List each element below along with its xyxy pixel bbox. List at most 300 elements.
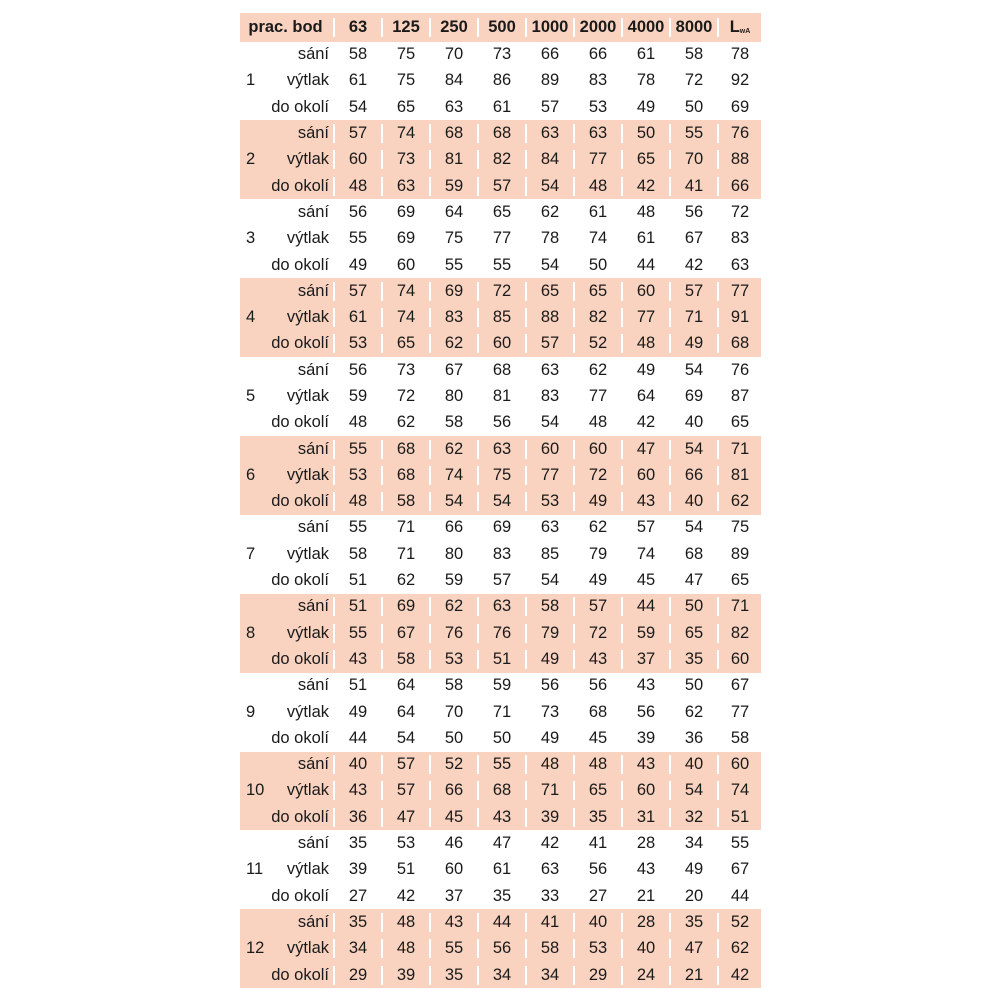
point-cell — [240, 45, 333, 64]
value-cell: 66 — [429, 518, 477, 537]
value-cell: 78 — [621, 71, 669, 90]
value-cell: 70 — [669, 150, 717, 169]
value-cell: 77 — [621, 308, 669, 327]
value-cell: 61 — [333, 71, 381, 90]
value-cell: 29 — [573, 966, 621, 985]
lwa-cell: 88 — [717, 150, 761, 169]
lwa-cell: 76 — [717, 361, 761, 380]
row-label: sání — [297, 518, 329, 537]
value-cell: 49 — [333, 703, 381, 722]
value-cell: 65 — [573, 781, 621, 800]
row-label: do okolí — [271, 807, 329, 826]
value-cell: 60 — [621, 282, 669, 301]
lwa-cell: 76 — [717, 124, 761, 143]
point-cell — [240, 518, 333, 537]
value-cell: 51 — [333, 597, 381, 616]
value-cell: 64 — [381, 676, 429, 695]
row-label: výtlak — [286, 229, 329, 248]
value-cell: 53 — [525, 492, 573, 511]
value-cell: 43 — [621, 860, 669, 879]
value-cell: 54 — [669, 440, 717, 459]
value-cell: 48 — [333, 177, 381, 196]
point-number: 9 — [246, 702, 256, 721]
value-cell: 55 — [333, 624, 381, 643]
lwa-cell: 65 — [717, 571, 761, 590]
point-number: 5 — [246, 387, 256, 405]
value-cell: 62 — [429, 597, 477, 616]
value-cell: 69 — [429, 282, 477, 301]
point-cell — [240, 676, 333, 695]
value-cell: 33 — [525, 887, 573, 906]
value-cell: 63 — [381, 177, 429, 196]
row-label: sání — [297, 281, 329, 300]
value-cell: 20 — [669, 887, 717, 906]
value-cell: 88 — [525, 308, 573, 327]
value-cell: 62 — [381, 413, 429, 432]
value-cell: 35 — [669, 913, 717, 932]
value-cell: 34 — [333, 939, 381, 958]
table-row — [240, 252, 761, 278]
value-cell: 72 — [381, 387, 429, 406]
value-cell: 72 — [669, 71, 717, 90]
value-cell: 57 — [525, 334, 573, 353]
value-cell: 83 — [429, 308, 477, 327]
value-cell: 50 — [573, 256, 621, 275]
table-row — [240, 804, 761, 830]
row-label: sání — [297, 834, 329, 853]
value-cell: 39 — [525, 808, 573, 827]
value-cell: 31 — [621, 808, 669, 827]
value-cell: 56 — [333, 203, 381, 222]
value-cell: 48 — [525, 755, 573, 774]
point-cell — [240, 729, 333, 748]
lwa-cell: 65 — [717, 413, 761, 432]
point-number — [240, 492, 271, 511]
value-cell: 57 — [381, 781, 429, 800]
table-row — [240, 436, 761, 462]
row-label: do okolí — [271, 334, 329, 353]
lwa-cell: 68 — [717, 334, 761, 353]
value-cell: 36 — [333, 808, 381, 827]
point-cell — [240, 545, 333, 564]
noise-table — [240, 13, 761, 988]
row-label: do okolí — [271, 176, 329, 195]
value-cell: 29 — [333, 966, 381, 985]
point-number — [240, 650, 271, 669]
value-cell: 55 — [477, 755, 525, 774]
value-cell: 72 — [573, 466, 621, 485]
value-cell: 61 — [573, 203, 621, 222]
value-cell: 40 — [669, 492, 717, 511]
lwa-cell: 63 — [717, 256, 761, 275]
value-cell: 47 — [669, 939, 717, 958]
value-cell: 35 — [669, 650, 717, 669]
value-cell: 50 — [477, 729, 525, 748]
table-row — [240, 620, 761, 646]
value-cell: 57 — [573, 597, 621, 616]
value-cell: 35 — [429, 966, 477, 985]
lwa-cell: 75 — [717, 518, 761, 537]
value-cell: 75 — [381, 45, 429, 64]
value-cell: 36 — [669, 729, 717, 748]
row-label: do okolí — [271, 649, 329, 668]
value-cell: 54 — [525, 571, 573, 590]
lwa-cell: 42 — [717, 966, 761, 985]
value-cell: 47 — [477, 834, 525, 853]
point-cell — [240, 229, 333, 248]
header-freq-250: 250 — [429, 18, 477, 37]
value-cell: 63 — [477, 597, 525, 616]
point-cell — [240, 703, 333, 722]
value-cell: 65 — [669, 624, 717, 643]
lwa-cell: 69 — [717, 98, 761, 117]
value-cell: 42 — [525, 834, 573, 853]
value-cell: 54 — [333, 98, 381, 117]
row-label: sání — [297, 912, 329, 931]
value-cell: 56 — [477, 413, 525, 432]
value-cell: 49 — [621, 98, 669, 117]
value-cell: 48 — [381, 939, 429, 958]
value-cell: 47 — [381, 808, 429, 827]
point-number — [240, 334, 271, 353]
lwa-cell: 58 — [717, 729, 761, 748]
value-cell: 21 — [621, 887, 669, 906]
value-cell: 58 — [669, 45, 717, 64]
value-cell: 80 — [429, 387, 477, 406]
value-cell: 73 — [381, 361, 429, 380]
row-label: do okolí — [271, 97, 329, 116]
value-cell: 75 — [429, 229, 477, 248]
value-cell: 34 — [525, 966, 573, 985]
row-label: výtlak — [286, 150, 329, 169]
value-cell: 52 — [573, 334, 621, 353]
value-cell: 54 — [669, 518, 717, 537]
table-row — [240, 857, 761, 883]
value-cell: 68 — [381, 466, 429, 485]
value-cell: 61 — [477, 860, 525, 879]
lwa-cell: 72 — [717, 203, 761, 222]
row-label: výtlak — [286, 465, 329, 484]
row-label: sání — [297, 124, 329, 143]
value-cell: 57 — [669, 282, 717, 301]
point-number — [240, 729, 271, 748]
value-cell: 81 — [429, 150, 477, 169]
point-number: 6 — [246, 465, 256, 484]
value-cell: 63 — [477, 440, 525, 459]
value-cell: 37 — [621, 650, 669, 669]
value-cell: 55 — [429, 256, 477, 275]
lwa-cell: 74 — [717, 781, 761, 800]
value-cell: 84 — [429, 71, 477, 90]
value-cell: 35 — [477, 887, 525, 906]
lwa-cell: 78 — [717, 45, 761, 64]
value-cell: 67 — [381, 624, 429, 643]
value-cell: 58 — [333, 45, 381, 64]
table-row — [240, 94, 761, 120]
value-cell: 69 — [381, 203, 429, 222]
value-cell: 48 — [381, 913, 429, 932]
value-cell: 74 — [429, 466, 477, 485]
table-row — [240, 673, 761, 699]
row-label: výtlak — [286, 939, 329, 958]
point-cell — [240, 334, 333, 353]
point-number — [240, 597, 277, 616]
value-cell: 40 — [333, 755, 381, 774]
point-number — [240, 45, 277, 64]
lwa-cell: 52 — [717, 913, 761, 932]
value-cell: 53 — [573, 98, 621, 117]
lwa-cell: 89 — [717, 545, 761, 564]
header-freq-1000: 1000 — [525, 18, 573, 37]
value-cell: 69 — [477, 518, 525, 537]
value-cell: 69 — [381, 229, 429, 248]
point-number — [240, 966, 271, 985]
point-cell — [240, 256, 333, 275]
value-cell: 53 — [333, 466, 381, 485]
row-label: sání — [297, 597, 329, 616]
value-cell: 74 — [381, 124, 429, 143]
point-number — [240, 518, 277, 537]
value-cell: 55 — [429, 939, 477, 958]
table-row — [240, 936, 761, 962]
table-row — [240, 68, 761, 94]
value-cell: 56 — [477, 939, 525, 958]
table-row — [240, 357, 761, 383]
point-group — [240, 830, 761, 909]
value-cell: 65 — [381, 334, 429, 353]
value-cell: 58 — [525, 597, 573, 616]
value-cell: 58 — [525, 939, 573, 958]
point-cell — [240, 387, 333, 406]
lwa-cell: 82 — [717, 624, 761, 643]
value-cell: 54 — [669, 361, 717, 380]
value-cell: 64 — [429, 203, 477, 222]
value-cell: 41 — [573, 834, 621, 853]
value-cell: 68 — [573, 703, 621, 722]
table-row — [240, 173, 761, 199]
value-cell: 57 — [621, 518, 669, 537]
value-cell: 68 — [669, 545, 717, 564]
table-row — [240, 541, 761, 567]
value-cell: 71 — [381, 518, 429, 537]
value-cell: 49 — [525, 650, 573, 669]
value-cell: 69 — [669, 387, 717, 406]
value-cell: 66 — [573, 45, 621, 64]
value-cell: 61 — [477, 98, 525, 117]
value-cell: 72 — [573, 624, 621, 643]
table-row — [240, 383, 761, 409]
value-cell: 60 — [333, 150, 381, 169]
value-cell: 63 — [525, 124, 573, 143]
value-cell: 53 — [573, 939, 621, 958]
value-cell: 51 — [477, 650, 525, 669]
row-label: výtlak — [286, 702, 329, 721]
row-label: do okolí — [271, 728, 329, 747]
value-cell: 55 — [333, 229, 381, 248]
table-row — [240, 752, 761, 778]
value-cell: 53 — [381, 834, 429, 853]
value-cell: 75 — [477, 466, 525, 485]
value-cell: 49 — [669, 860, 717, 879]
point-cell — [240, 650, 333, 669]
point-cell — [240, 466, 333, 485]
value-cell: 68 — [429, 124, 477, 143]
value-cell: 86 — [477, 71, 525, 90]
point-group — [240, 199, 761, 278]
header-lwa-sub: wA — [739, 27, 751, 35]
point-number — [240, 256, 271, 275]
value-cell: 44 — [621, 256, 669, 275]
value-cell: 56 — [573, 860, 621, 879]
value-cell: 60 — [381, 256, 429, 275]
value-cell: 49 — [573, 571, 621, 590]
point-number — [240, 808, 271, 827]
point-number — [240, 887, 271, 906]
value-cell: 74 — [381, 282, 429, 301]
point-number — [240, 834, 277, 853]
value-cell: 48 — [573, 755, 621, 774]
value-cell: 48 — [573, 177, 621, 196]
header-lwa-main: L — [729, 17, 740, 36]
point-cell — [240, 887, 333, 906]
point-cell — [240, 413, 333, 432]
lwa-cell: 91 — [717, 308, 761, 327]
value-cell: 27 — [333, 887, 381, 906]
value-cell: 59 — [621, 624, 669, 643]
value-cell: 39 — [381, 966, 429, 985]
value-cell: 34 — [669, 834, 717, 853]
value-cell: 55 — [669, 124, 717, 143]
value-cell: 65 — [477, 203, 525, 222]
row-label: výtlak — [286, 387, 329, 405]
lwa-cell: 77 — [717, 282, 761, 301]
table-row — [240, 331, 761, 357]
value-cell: 77 — [525, 466, 573, 485]
value-cell: 85 — [525, 545, 573, 564]
point-cell — [240, 913, 333, 932]
value-cell: 71 — [381, 545, 429, 564]
value-cell: 60 — [525, 440, 573, 459]
value-cell: 42 — [669, 256, 717, 275]
point-group — [240, 357, 761, 436]
lwa-cell: 71 — [717, 440, 761, 459]
point-cell — [240, 597, 333, 616]
value-cell: 71 — [525, 781, 573, 800]
value-cell: 65 — [525, 282, 573, 301]
value-cell: 59 — [429, 571, 477, 590]
value-cell: 83 — [477, 545, 525, 564]
row-label: výtlak — [286, 781, 329, 800]
point-cell — [240, 361, 333, 380]
lwa-cell: 92 — [717, 71, 761, 90]
lwa-cell: 51 — [717, 808, 761, 827]
value-cell: 39 — [621, 729, 669, 748]
value-cell: 58 — [429, 413, 477, 432]
value-cell: 54 — [525, 413, 573, 432]
value-cell: 69 — [381, 597, 429, 616]
value-cell: 46 — [429, 834, 477, 853]
value-cell: 50 — [669, 597, 717, 616]
point-cell — [240, 808, 333, 827]
value-cell: 50 — [621, 124, 669, 143]
point-number — [240, 203, 277, 222]
point-number: 2 — [246, 150, 256, 169]
point-number — [240, 913, 277, 932]
value-cell: 45 — [621, 571, 669, 590]
value-cell: 58 — [333, 545, 381, 564]
value-cell: 50 — [429, 729, 477, 748]
value-cell: 58 — [429, 676, 477, 695]
row-label: sání — [297, 45, 329, 64]
value-cell: 77 — [573, 150, 621, 169]
value-cell: 82 — [573, 308, 621, 327]
value-cell: 50 — [669, 676, 717, 695]
value-cell: 44 — [333, 729, 381, 748]
table-row — [240, 778, 761, 804]
value-cell: 77 — [477, 229, 525, 248]
value-cell: 47 — [621, 440, 669, 459]
value-cell: 56 — [573, 676, 621, 695]
value-cell: 32 — [669, 808, 717, 827]
value-cell: 57 — [333, 282, 381, 301]
value-cell: 63 — [429, 98, 477, 117]
point-number — [240, 177, 271, 196]
value-cell: 83 — [573, 71, 621, 90]
value-cell: 37 — [429, 887, 477, 906]
value-cell: 70 — [429, 703, 477, 722]
point-cell — [240, 624, 333, 643]
value-cell: 89 — [525, 71, 573, 90]
value-cell: 43 — [333, 650, 381, 669]
lwa-cell: 60 — [717, 650, 761, 669]
point-number: 10 — [246, 781, 265, 800]
value-cell: 65 — [573, 282, 621, 301]
table-body — [240, 42, 761, 989]
table-row — [240, 594, 761, 620]
row-label: sání — [297, 755, 329, 774]
value-cell: 67 — [429, 361, 477, 380]
value-cell: 39 — [333, 860, 381, 879]
point-cell — [240, 71, 333, 90]
value-cell: 66 — [669, 466, 717, 485]
value-cell: 68 — [477, 361, 525, 380]
value-cell: 57 — [477, 571, 525, 590]
value-cell: 49 — [621, 361, 669, 380]
value-cell: 62 — [381, 571, 429, 590]
value-cell: 63 — [525, 518, 573, 537]
value-cell: 42 — [621, 413, 669, 432]
value-cell: 61 — [621, 229, 669, 248]
value-cell: 54 — [429, 492, 477, 511]
value-cell: 51 — [333, 676, 381, 695]
value-cell: 44 — [621, 597, 669, 616]
value-cell: 57 — [477, 177, 525, 196]
value-cell: 83 — [525, 387, 573, 406]
row-label: do okolí — [271, 965, 329, 984]
value-cell: 43 — [621, 755, 669, 774]
value-cell: 53 — [333, 334, 381, 353]
value-cell: 73 — [477, 45, 525, 64]
point-number: 1 — [246, 71, 256, 90]
value-cell: 71 — [477, 703, 525, 722]
value-cell: 59 — [429, 177, 477, 196]
value-cell: 43 — [429, 913, 477, 932]
row-label: výtlak — [286, 308, 329, 327]
value-cell: 48 — [573, 413, 621, 432]
point-number — [240, 440, 277, 459]
table-row — [240, 883, 761, 909]
table-row — [240, 304, 761, 330]
